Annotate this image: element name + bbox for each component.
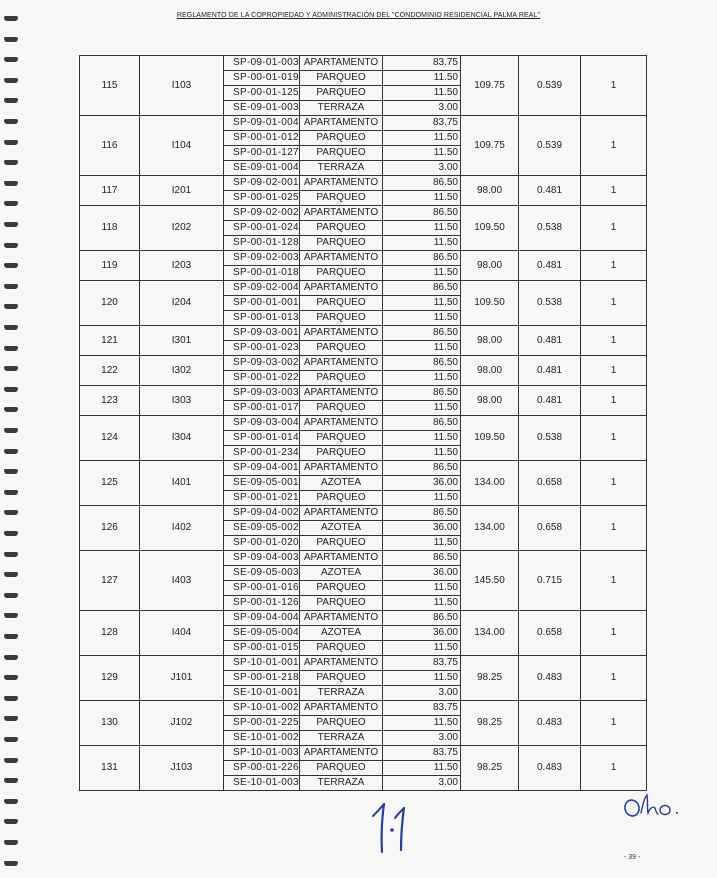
property-code: SP-00-01-018 — [224, 266, 300, 281]
property-type: APARTAMENTO — [300, 116, 383, 131]
total-area: 145.50 — [461, 551, 519, 611]
binding-ring — [4, 572, 18, 577]
lot-id: I403 — [140, 551, 224, 611]
property-type: APARTAMENTO — [300, 281, 383, 296]
property-code: SP-00-01-012 — [224, 131, 300, 146]
total-area: 98.00 — [461, 386, 519, 416]
property-area: 83.75 — [383, 746, 461, 761]
total-area: 98.25 — [461, 746, 519, 791]
coefficient: 0.481 — [519, 386, 581, 416]
unit-number: 119 — [80, 251, 140, 281]
property-code: SP-00-01-127 — [224, 146, 300, 161]
property-code: SP-00-01-218 — [224, 671, 300, 686]
votes: 1 — [581, 386, 647, 416]
property-table-body — [80, 56, 647, 791]
binding-ring — [4, 181, 18, 186]
table-row — [80, 386, 647, 401]
property-type: PARQUEO — [300, 191, 383, 206]
property-type: PARQUEO — [300, 596, 383, 611]
lot-id: I404 — [140, 611, 224, 656]
property-area: 11.50 — [383, 446, 461, 461]
property-area: 11.50 — [383, 131, 461, 146]
unit-number: 125 — [80, 461, 140, 506]
property-code: SP-09-02-004 — [224, 281, 300, 296]
table-row — [80, 551, 647, 566]
total-area: 98.00 — [461, 326, 519, 356]
unit-number: 121 — [80, 326, 140, 356]
unit-number: 118 — [80, 206, 140, 251]
property-area: 11.50 — [383, 761, 461, 776]
total-area: 109.50 — [461, 206, 519, 251]
property-area: 11.50 — [383, 296, 461, 311]
property-code: SP-00-01-019 — [224, 71, 300, 86]
binding-ring — [4, 490, 18, 495]
binding-ring — [4, 37, 18, 42]
lot-id: I301 — [140, 326, 224, 356]
table-row — [80, 56, 647, 71]
binding-ring — [4, 696, 18, 701]
property-area: 11.50 — [383, 146, 461, 161]
property-area: 11.50 — [383, 641, 461, 656]
lot-id: I202 — [140, 206, 224, 251]
binding-ring — [4, 366, 18, 371]
binding-ring — [4, 861, 18, 866]
total-area: 98.00 — [461, 251, 519, 281]
property-area: 86.50 — [383, 386, 461, 401]
property-code: SP-00-01-126 — [224, 596, 300, 611]
lot-id: I203 — [140, 251, 224, 281]
property-area: 36.00 — [383, 626, 461, 641]
property-code: SE-10-01-001 — [224, 686, 300, 701]
property-area: 3.00 — [383, 686, 461, 701]
property-type: PARQUEO — [300, 761, 383, 776]
property-code: SP-00-01-015 — [224, 641, 300, 656]
property-type: PARQUEO — [300, 446, 383, 461]
property-code: SP-00-01-013 — [224, 311, 300, 326]
binding-ring — [4, 531, 18, 536]
property-area: 36.00 — [383, 566, 461, 581]
property-area: 3.00 — [383, 161, 461, 176]
property-area: 11.50 — [383, 236, 461, 251]
property-type: PARQUEO — [300, 71, 383, 86]
property-area: 3.00 — [383, 776, 461, 791]
table-row — [80, 461, 647, 476]
property-type: PARQUEO — [300, 341, 383, 356]
coefficient: 0.658 — [519, 611, 581, 656]
property-code: SP-09-03-001 — [224, 326, 300, 341]
property-area: 11.50 — [383, 371, 461, 386]
handwritten-signature — [362, 800, 422, 860]
property-code: SP-00-01-226 — [224, 761, 300, 776]
binding-ring — [4, 325, 18, 330]
property-code: SP-09-03-002 — [224, 356, 300, 371]
total-area: 109.75 — [461, 56, 519, 116]
property-code: SE-09-05-003 — [224, 566, 300, 581]
property-area: 36.00 — [383, 476, 461, 491]
table-row — [80, 416, 647, 431]
total-area: 98.00 — [461, 356, 519, 386]
property-type: AZOTEA — [300, 566, 383, 581]
property-code: SE-09-05-002 — [224, 521, 300, 536]
property-code: SP-00-01-021 — [224, 491, 300, 506]
property-area: 86.50 — [383, 461, 461, 476]
property-type: PARQUEO — [300, 311, 383, 326]
handwritten-initials — [623, 793, 685, 821]
votes: 1 — [581, 461, 647, 506]
unit-number: 128 — [80, 611, 140, 656]
property-type: PARQUEO — [300, 536, 383, 551]
binding-ring — [4, 449, 18, 454]
property-code: SP-09-04-003 — [224, 551, 300, 566]
property-area: 11.50 — [383, 191, 461, 206]
property-type: TERRAZA — [300, 686, 383, 701]
binding-ring — [4, 655, 18, 660]
lot-id: I402 — [140, 506, 224, 551]
property-type: APARTAMENTO — [300, 656, 383, 671]
total-area: 98.25 — [461, 701, 519, 746]
binding-ring — [4, 160, 18, 165]
property-area: 83.75 — [383, 701, 461, 716]
property-code: SP-09-02-002 — [224, 206, 300, 221]
coefficient: 0.538 — [519, 206, 581, 251]
property-code: SP-09-03-004 — [224, 416, 300, 431]
coefficient: 0.483 — [519, 656, 581, 701]
property-type: PARQUEO — [300, 716, 383, 731]
property-type: AZOTEA — [300, 626, 383, 641]
property-code: SP-00-01-020 — [224, 536, 300, 551]
property-type: APARTAMENTO — [300, 56, 383, 71]
property-type: PARQUEO — [300, 146, 383, 161]
property-type: APARTAMENTO — [300, 506, 383, 521]
property-area: 86.50 — [383, 176, 461, 191]
votes: 1 — [581, 416, 647, 461]
lot-id: I104 — [140, 116, 224, 176]
property-area: 83.75 — [383, 116, 461, 131]
lot-id: I401 — [140, 461, 224, 506]
lot-id: J102 — [140, 701, 224, 746]
table-row — [80, 701, 647, 716]
coefficient: 0.481 — [519, 176, 581, 206]
property-type: APARTAMENTO — [300, 386, 383, 401]
unit-number: 130 — [80, 701, 140, 746]
votes: 1 — [581, 176, 647, 206]
property-code: SP-00-01-014 — [224, 431, 300, 446]
property-type: TERRAZA — [300, 776, 383, 791]
table-row — [80, 746, 647, 761]
table-row — [80, 356, 647, 371]
property-code: SP-00-01-128 — [224, 236, 300, 251]
unit-number: 124 — [80, 416, 140, 461]
table-row — [80, 176, 647, 191]
property-code: SE-10-01-003 — [224, 776, 300, 791]
binding-ring — [4, 78, 18, 83]
binding-ring — [4, 98, 18, 103]
unit-number: 115 — [80, 56, 140, 116]
property-code: SP-09-04-002 — [224, 506, 300, 521]
votes: 1 — [581, 746, 647, 791]
property-area: 86.50 — [383, 416, 461, 431]
property-type: PARQUEO — [300, 671, 383, 686]
votes: 1 — [581, 56, 647, 116]
total-area: 134.00 — [461, 611, 519, 656]
property-area: 86.50 — [383, 206, 461, 221]
property-area: 11.50 — [383, 311, 461, 326]
property-type: PARQUEO — [300, 131, 383, 146]
property-code: SP-00-01-023 — [224, 341, 300, 356]
property-code: SP-09-01-004 — [224, 116, 300, 131]
property-area: 86.50 — [383, 611, 461, 626]
binding-ring — [4, 304, 18, 309]
property-type: PARQUEO — [300, 641, 383, 656]
binding-ring — [4, 469, 18, 474]
property-area: 86.50 — [383, 506, 461, 521]
binding-ring — [4, 263, 18, 268]
property-area: 11.50 — [383, 596, 461, 611]
property-area: 11.50 — [383, 671, 461, 686]
table-row — [80, 116, 647, 131]
binding-ring — [4, 552, 18, 557]
table-row — [80, 506, 647, 521]
votes: 1 — [581, 251, 647, 281]
table-row — [80, 326, 647, 341]
total-area: 109.50 — [461, 416, 519, 461]
spiral-binding — [0, 0, 22, 878]
property-code: SE-09-05-004 — [224, 626, 300, 641]
binding-ring — [4, 243, 18, 248]
property-type: PARQUEO — [300, 236, 383, 251]
binding-ring — [4, 510, 18, 515]
property-area: 86.50 — [383, 551, 461, 566]
property-type: PARQUEO — [300, 581, 383, 596]
property-area: 86.50 — [383, 356, 461, 371]
property-area: 11.50 — [383, 86, 461, 101]
votes: 1 — [581, 356, 647, 386]
property-type: AZOTEA — [300, 521, 383, 536]
coefficient: 0.481 — [519, 251, 581, 281]
property-area: 11.50 — [383, 581, 461, 596]
property-area: 11.50 — [383, 221, 461, 236]
property-type: TERRAZA — [300, 161, 383, 176]
binding-ring — [4, 387, 18, 392]
lot-id: I204 — [140, 281, 224, 326]
unit-number: 123 — [80, 386, 140, 416]
coefficient: 0.538 — [519, 281, 581, 326]
property-type: PARQUEO — [300, 266, 383, 281]
unit-number: 116 — [80, 116, 140, 176]
lot-id: I302 — [140, 356, 224, 386]
property-type: APARTAMENTO — [300, 551, 383, 566]
votes: 1 — [581, 506, 647, 551]
property-code: SP-09-04-004 — [224, 611, 300, 626]
property-area: 36.00 — [383, 521, 461, 536]
property-code: SP-00-01-125 — [224, 86, 300, 101]
property-code: SP-10-01-003 — [224, 746, 300, 761]
coefficient: 0.658 — [519, 461, 581, 506]
property-code: SP-00-01-024 — [224, 221, 300, 236]
property-code: SP-00-01-025 — [224, 191, 300, 206]
binding-ring — [4, 346, 18, 351]
page-number: - 39 - — [624, 854, 641, 861]
unit-number: 129 — [80, 656, 140, 701]
property-type: APARTAMENTO — [300, 251, 383, 266]
property-area: 11.50 — [383, 536, 461, 551]
property-area: 86.50 — [383, 326, 461, 341]
binding-ring — [4, 201, 18, 206]
property-type: APARTAMENTO — [300, 461, 383, 476]
property-code: SP-00-01-001 — [224, 296, 300, 311]
lot-id: I201 — [140, 176, 224, 206]
coefficient: 0.483 — [519, 701, 581, 746]
unit-number: 117 — [80, 176, 140, 206]
coefficient: 0.538 — [519, 416, 581, 461]
votes: 1 — [581, 656, 647, 701]
binding-ring — [4, 284, 18, 289]
property-code: SP-09-01-003 — [224, 56, 300, 71]
lot-id: I304 — [140, 416, 224, 461]
binding-ring — [4, 407, 18, 412]
coefficient: 0.539 — [519, 116, 581, 176]
binding-ring — [4, 428, 18, 433]
votes: 1 — [581, 551, 647, 611]
total-area: 109.50 — [461, 281, 519, 326]
property-type: APARTAMENTO — [300, 746, 383, 761]
property-type: PARQUEO — [300, 401, 383, 416]
total-area: 98.00 — [461, 176, 519, 206]
property-table — [79, 55, 647, 791]
table-row — [80, 656, 647, 671]
binding-ring — [4, 675, 18, 680]
property-type: APARTAMENTO — [300, 611, 383, 626]
table-row — [80, 611, 647, 626]
property-type: AZOTEA — [300, 476, 383, 491]
property-type: APARTAMENTO — [300, 206, 383, 221]
property-code: SP-10-01-001 — [224, 656, 300, 671]
property-type: PARQUEO — [300, 431, 383, 446]
property-code: SP-00-01-234 — [224, 446, 300, 461]
property-area: 11.50 — [383, 491, 461, 506]
property-code: SP-09-03-003 — [224, 386, 300, 401]
table-row — [80, 251, 647, 266]
property-area: 86.50 — [383, 281, 461, 296]
binding-ring — [4, 819, 18, 824]
binding-ring — [4, 140, 18, 145]
property-area: 83.75 — [383, 56, 461, 71]
property-code: SE-10-01-002 — [224, 731, 300, 746]
property-type: PARQUEO — [300, 221, 383, 236]
coefficient: 0.658 — [519, 506, 581, 551]
property-code: SP-00-01-016 — [224, 581, 300, 596]
binding-ring — [4, 778, 18, 783]
property-area: 83.75 — [383, 656, 461, 671]
binding-ring — [4, 634, 18, 639]
unit-number: 126 — [80, 506, 140, 551]
total-area: 109.75 — [461, 116, 519, 176]
property-code: SP-09-02-003 — [224, 251, 300, 266]
document-header: REGLAMENTO DE LA COPROPIEDAD Y ADMINISTRACIÓN DEL "CONDOMINIO RESIDENCIAL PALMA REAL" — [176, 12, 541, 19]
property-area: 11.50 — [383, 266, 461, 281]
property-type: TERRAZA — [300, 101, 383, 116]
binding-ring — [4, 799, 18, 804]
property-type: APARTAMENTO — [300, 356, 383, 371]
property-code: SP-00-01-225 — [224, 716, 300, 731]
binding-ring — [4, 613, 18, 618]
property-area: 11.50 — [383, 401, 461, 416]
property-code: SE-09-01-003 — [224, 101, 300, 116]
property-area: 86.50 — [383, 251, 461, 266]
table-row — [80, 206, 647, 221]
property-type: APARTAMENTO — [300, 176, 383, 191]
property-code: SP-09-04-001 — [224, 461, 300, 476]
property-code: SP-00-01-022 — [224, 371, 300, 386]
unit-number: 131 — [80, 746, 140, 791]
property-type: PARQUEO — [300, 371, 383, 386]
binding-ring — [4, 222, 18, 227]
total-area: 134.00 — [461, 506, 519, 551]
lot-id: I103 — [140, 56, 224, 116]
unit-number: 120 — [80, 281, 140, 326]
property-type: PARQUEO — [300, 86, 383, 101]
binding-ring — [4, 758, 18, 763]
property-type: PARQUEO — [300, 296, 383, 311]
binding-ring — [4, 737, 18, 742]
binding-ring — [4, 593, 18, 598]
property-area: 11.50 — [383, 716, 461, 731]
property-type: PARQUEO — [300, 491, 383, 506]
binding-ring — [4, 57, 18, 62]
unit-number: 127 — [80, 551, 140, 611]
property-code: SP-10-01-002 — [224, 701, 300, 716]
votes: 1 — [581, 611, 647, 656]
property-type: APARTAMENTO — [300, 701, 383, 716]
lot-id: J101 — [140, 656, 224, 701]
lot-id: I303 — [140, 386, 224, 416]
votes: 1 — [581, 206, 647, 251]
property-area: 11.50 — [383, 431, 461, 446]
votes: 1 — [581, 701, 647, 746]
unit-number: 122 — [80, 356, 140, 386]
property-code: SE-09-01-004 — [224, 161, 300, 176]
property-area: 3.00 — [383, 101, 461, 116]
property-code: SP-00-01-017 — [224, 401, 300, 416]
votes: 1 — [581, 326, 647, 356]
lot-id: J103 — [140, 746, 224, 791]
property-code: SE-09-05-001 — [224, 476, 300, 491]
coefficient: 0.483 — [519, 746, 581, 791]
table-row — [80, 281, 647, 296]
coefficient: 0.481 — [519, 326, 581, 356]
total-area: 134.00 — [461, 461, 519, 506]
binding-ring — [4, 119, 18, 124]
total-area: 98.25 — [461, 656, 519, 701]
property-type: TERRAZA — [300, 731, 383, 746]
binding-ring — [4, 840, 18, 845]
property-area: 3.00 — [383, 731, 461, 746]
coefficient: 0.539 — [519, 56, 581, 116]
property-code: SP-09-02-001 — [224, 176, 300, 191]
coefficient: 0.715 — [519, 551, 581, 611]
property-area: 11.50 — [383, 341, 461, 356]
property-type: APARTAMENTO — [300, 326, 383, 341]
votes: 1 — [581, 116, 647, 176]
property-area: 11.50 — [383, 71, 461, 86]
votes: 1 — [581, 281, 647, 326]
binding-ring — [4, 716, 18, 721]
coefficient: 0.481 — [519, 356, 581, 386]
property-type: APARTAMENTO — [300, 416, 383, 431]
